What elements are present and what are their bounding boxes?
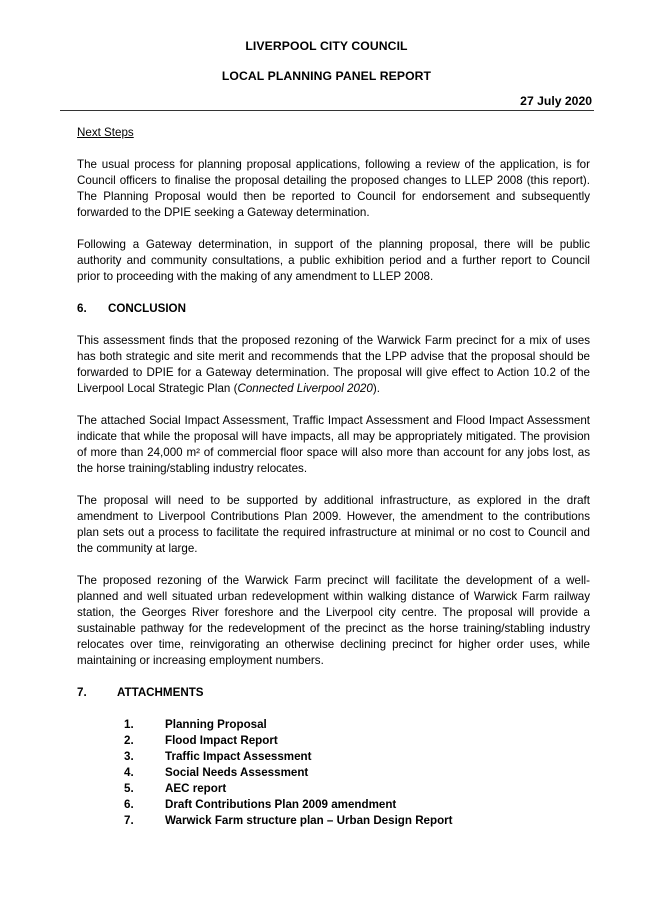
report-date: 27 July 2020 bbox=[520, 94, 592, 108]
conclusion-paragraph-4: The proposed rezoning of the Warwick Farm precinct will facilitate the development of a well-planned and well situated urban redevelopment within walking distance of Warwick Farm railway station, the Georges River foreshore and the Liverpool city centre. The proposal will provide a sustainable pathway for the redevelopment of the precinct as the horse training/stabling industry relocates over time, reinvigorating an otherwise declining precinct for higher order uses, while maintaining or increasing employment numbers. bbox=[77, 574, 590, 667]
list-item: 4. Social Needs Assessment bbox=[124, 766, 309, 779]
list-item: 5. AEC report bbox=[124, 782, 227, 795]
attachments-heading bbox=[77, 685, 590, 701]
conclusion-paragraph-1 bbox=[77, 333, 590, 397]
conclusion-p1-text: This assessment finds that the proposed rezoning of the Warwick Farm precinct for a mix of uses has both strategic and site merit and recommends that the LPP advise that the proposal should be forwarded to DPIE for a Gateway determination. The proposal will give effect to Action 10.2 of the Liverpool Local Strategic Plan ( bbox=[77, 334, 590, 395]
next-steps-paragraph-2: Following a Gateway determination, in support of the planning proposal, there will be public authority and community consultations, a public exhibition period and a further report to Council prior to proceeding with the making of any amendment to LLEP 2008. bbox=[77, 238, 590, 283]
attachments-list bbox=[77, 717, 590, 829]
conclusion-heading bbox=[77, 301, 590, 317]
section-number: 7. bbox=[77, 686, 87, 699]
list-item: 1. Planning Proposal bbox=[124, 718, 267, 731]
list-item: 3. Traffic Impact Assessment bbox=[124, 750, 312, 763]
next-steps-paragraph-1: The usual process for planning proposal applications, following a review of the application, is for Council officers to finalise the proposal detailing the proposed changes to LLEP 2008 (this report). The Planning Proposal would then be reported to Council for endorsement and subsequently forwarded to the DPIE seeking a Gateway determination. bbox=[77, 158, 590, 219]
list-item: 7. Warwick Farm structure plan – Urban Design Report bbox=[124, 814, 453, 827]
section-title: ATTACHMENTS bbox=[117, 686, 204, 699]
conclusion-paragraph-2: The attached Social Impact Assessment, Traffic Impact Assessment and Flood Impact Assessment indicate that while the proposal will have impacts, all may be appropriately mitigated. The provision of more than 24,000 m² of commercial floor space will also more than account for any jobs lost, as the horse training/stabling industry relocates. bbox=[77, 414, 590, 475]
organisation-title: LIVERPOOL CITY COUNCIL bbox=[245, 39, 408, 53]
report-body bbox=[77, 125, 590, 829]
list-item: 2. Flood Impact Report bbox=[124, 734, 278, 747]
report-title: LOCAL PLANNING PANEL REPORT bbox=[221, 69, 432, 83]
section-title: CONCLUSION bbox=[108, 302, 186, 315]
plan-title-italic: Connected Liverpool 2020 bbox=[237, 382, 373, 395]
conclusion-p1-end: ). bbox=[372, 382, 380, 395]
conclusion-paragraph-3: The proposal will need to be supported by additional infrastructure, as explored in the draft amendment to Liverpool Contributions Plan 2009. However, the amendment to the contributions plan sets out a process to facilitate the required infrastructure at minimal or no cost to Council and the community at large. bbox=[77, 494, 590, 555]
section-number: 6. bbox=[77, 302, 87, 315]
header-divider bbox=[60, 110, 594, 111]
next-steps-heading: Next Steps bbox=[77, 126, 134, 139]
list-item: 6. Draft Contributions Plan 2009 amendment bbox=[124, 798, 397, 811]
